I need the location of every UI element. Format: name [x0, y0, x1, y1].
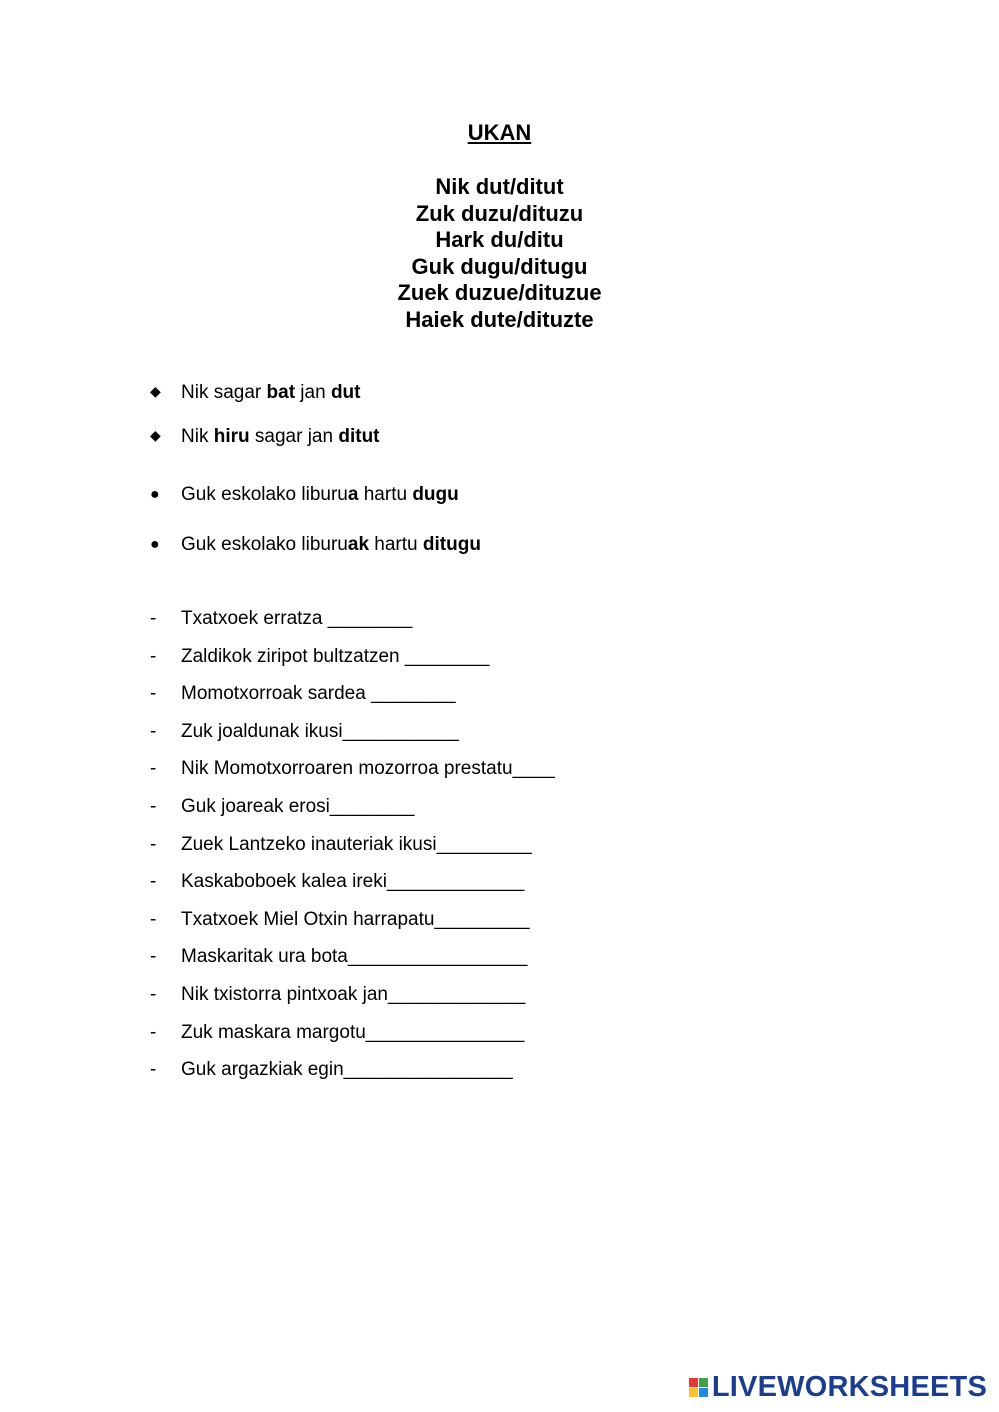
exercise-item [150, 721, 555, 759]
conjugation-line: Zuk duzu/dituzu [415, 200, 584, 226]
exercise-sentence: Zaldikok ziripot bultzatzen ________ [181, 645, 490, 667]
conjugation-line: Nik dut/ditut [435, 174, 564, 199]
exercise-sentence: Zuk joaldunak ikusi___________ [181, 720, 459, 742]
example-sentence: ◆ Nik hiru sagar jan ditut [150, 426, 380, 447]
page-title: UKAN [467, 120, 532, 145]
logo-squares-icon [689, 1378, 708, 1397]
exercise-item [150, 1059, 555, 1097]
liveworksheets-logo[interactable] [689, 1371, 987, 1403]
exercise-item [150, 646, 555, 684]
conjugation-line: Guk dugu/ditugu [411, 253, 588, 279]
example-sentence: ● Guk eskolako liburua hartu dugu [150, 484, 459, 505]
exercise-sentence: Nik txistorra pintxoak jan_____________ [181, 983, 526, 1005]
exercise-item [150, 1022, 555, 1060]
exercise-item [150, 683, 555, 721]
example-sentence: ● Guk eskolako liburuak hartu ditugu [150, 534, 481, 555]
example-sentence: ◆ Nik sagar bat jan dut [150, 382, 361, 403]
exercise-item [150, 984, 555, 1022]
conjugation-line: Hark du/ditu [435, 227, 564, 253]
exercise-sentence: Guk argazkiak egin________________ [181, 1059, 513, 1081]
logo-square [689, 1388, 698, 1397]
dash-marker: - [150, 683, 157, 705]
logo-square [699, 1388, 708, 1397]
exercise-item [150, 608, 555, 646]
dot-bullet-icon: ● [150, 536, 160, 553]
dash-marker: - [150, 645, 157, 667]
dash-marker: - [150, 833, 157, 855]
dash-marker: - [150, 1021, 157, 1043]
logo-text: LIVEWORKSHEETS [711, 1370, 987, 1403]
exercise-item [150, 909, 555, 947]
dash-marker: - [150, 608, 157, 629]
logo-square [699, 1378, 708, 1387]
dash-marker: - [150, 983, 157, 1005]
exercise-item [150, 946, 555, 984]
conjugation-line: Haiek dute/dituzte [405, 306, 594, 332]
exercise-sentence: Nik Momotxorroaren mozorroa prestatu____ [181, 758, 555, 780]
dash-marker: - [150, 871, 157, 893]
exercise-sentence: Txatxoek erratza ________ [181, 608, 413, 629]
logo-square [689, 1378, 698, 1387]
diamond-bullet-icon: ◆ [150, 427, 161, 443]
dash-marker: - [150, 946, 157, 968]
exercise-sentence: Guk joareak erosi________ [181, 795, 415, 817]
dash-marker: - [150, 908, 157, 930]
dash-marker: - [150, 795, 157, 817]
exercise-list [150, 608, 555, 1097]
exercise-sentence: Kaskaboboek kalea ireki_____________ [181, 871, 525, 893]
exercise-sentence: Maskaritak ura bota_________________ [181, 946, 528, 968]
conjugation-table [0, 174, 999, 334]
dash-marker: - [150, 758, 157, 780]
exercise-item [150, 834, 555, 872]
dash-marker: - [150, 1059, 157, 1081]
exercise-sentence: Zuk maskara margotu_______________ [181, 1021, 525, 1043]
dash-marker: - [150, 720, 157, 742]
exercise-sentence: Zuek Lantzeko inauteriak ikusi_________ [181, 833, 532, 855]
conjugation-line: Zuek duzue/dituzue [397, 280, 602, 306]
diamond-bullet-icon: ◆ [150, 383, 161, 399]
exercise-item [150, 758, 555, 796]
exercise-item [150, 796, 555, 834]
exercise-item [150, 871, 555, 909]
exercise-sentence: Momotxorroak sardea ________ [181, 683, 456, 705]
exercise-sentence: Txatxoek Miel Otxin harrapatu_________ [181, 908, 530, 930]
dot-bullet-icon: ● [150, 486, 160, 503]
